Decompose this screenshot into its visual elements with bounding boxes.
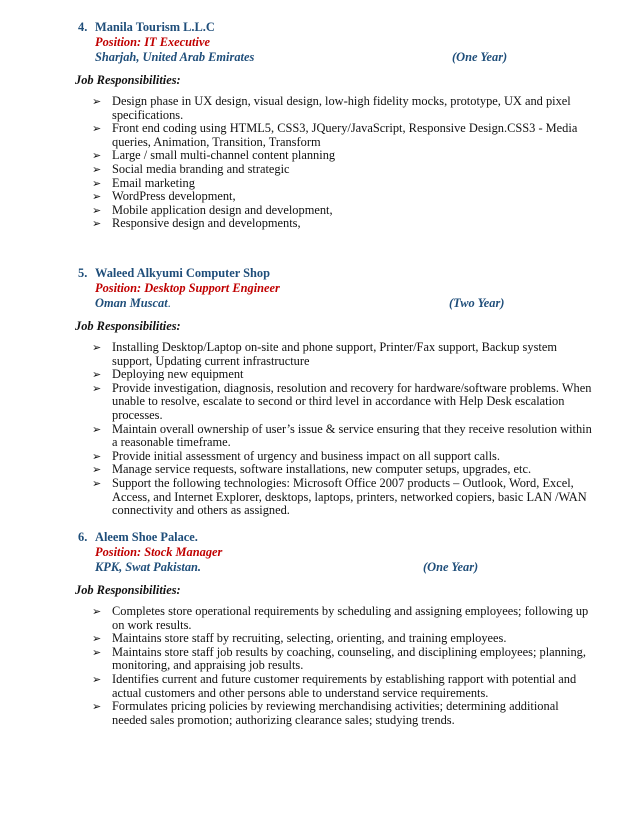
list-item: ➢ Large / small multi-channel content planning: [92, 148, 336, 163]
job-location: Oman Muscat: [95, 296, 168, 310]
job-entry-5: [75, 266, 598, 518]
job-number: 4.: [78, 20, 88, 34]
list-item: ➢ Provide investigation, diagnosis, resolution and recovery for hardware/software problems. When unable to resolve, escalate to second or third level in accordance with Help Desk escalation processes.: [92, 380, 592, 422]
arrow-bullet-icon: ➢: [92, 176, 102, 190]
responsibilities-heading: Job Responsibilities:: [75, 583, 181, 597]
arrow-bullet-icon: ➢: [92, 95, 102, 108]
arrow-bullet-icon: ➢: [92, 449, 102, 463]
arrow-bullet-icon: ➢: [92, 672, 102, 686]
list-item: ➢ WordPress development,: [92, 189, 236, 204]
location-line: [78, 50, 598, 65]
responsibilities-list: [90, 341, 595, 518]
arrow-bullet-icon: ➢: [92, 203, 102, 217]
location-line: [78, 296, 598, 311]
job-entry-4: [75, 20, 598, 231]
list-item: ➢ Maintain overall ownership of user’s issue & service ensuring that they receive resolution within a reasonable timeframe.: [92, 421, 592, 450]
list-item: ➢ Support the following technologies: Microsoft Office 2007 products – Outlook, Word, Excel, Access, and Internet Explorer, desktops, laptops, printers, networked copiers, basic LAN /WAN connectivity and others as assigned.: [92, 475, 587, 518]
location-suffix: .: [167, 296, 171, 310]
arrow-bullet-icon: ➢: [92, 605, 102, 618]
arrow-bullet-icon: ➢: [92, 645, 102, 659]
list-item: ➢ Maintains store staff job results by coaching, counseling, and disciplining employees; planning, monitoring, and appraising job results.: [92, 644, 586, 673]
job-duration: (One Year): [423, 560, 479, 574]
list-item: ➢ Installing Desktop/Laptop on-site and phone support, Printer/Fax support, Backup system support, Updating current infrastructure: [92, 340, 557, 368]
job-entry-6: [75, 530, 598, 727]
arrow-bullet-icon: ➢: [92, 368, 102, 382]
job-duration: (Two Year): [449, 296, 505, 310]
list-item: ➢ Responsive design and developments,: [92, 216, 301, 231]
arrow-bullet-icon: ➢: [92, 476, 102, 490]
job-header: [78, 530, 598, 545]
company-name: Aleem Shoe Palace.: [95, 530, 198, 544]
location-line: [78, 560, 598, 575]
job-header: [78, 20, 598, 35]
arrow-bullet-icon: ➢: [92, 122, 102, 136]
list-item: ➢ Formulates pricing policies by reviewing merchandising activities; determining additional needed sales promotion; authorizing clearance sales; studying trends.: [92, 699, 559, 727]
responsibilities-list: [90, 605, 595, 727]
responsibilities-heading: Job Responsibilities:: [75, 319, 181, 333]
job-location: KPK, Swat Pakistan.: [95, 560, 202, 574]
job-header: [78, 266, 598, 281]
job-number: 5.: [78, 266, 88, 280]
list-item: ➢ Manage service requests, software installations, new computer setups, upgrades, etc.: [92, 462, 532, 477]
arrow-bullet-icon: ➢: [92, 341, 102, 354]
list-item: ➢ Provide initial assessment of urgency and business impact on all support calls.: [92, 448, 500, 463]
arrow-bullet-icon: ➢: [92, 190, 102, 204]
list-item: ➢ Maintains store staff by recruiting, selecting, orienting, and training employees.: [92, 631, 507, 646]
job-number: 6.: [78, 530, 88, 544]
responsibilities-list: [90, 95, 595, 231]
list-item: ➢ Identifies current and future customer requirements by establishing rapport with potential and actual customers and other persons able to understand service requirements.: [92, 671, 577, 700]
list-item: ➢ Email marketing: [92, 175, 195, 190]
arrow-bullet-icon: ➢: [92, 217, 102, 231]
arrow-bullet-icon: ➢: [92, 422, 102, 436]
list-item: ➢ Design phase in UX design, visual design, low-high fidelity mocks, prototype, UX and pixel specifications.: [92, 94, 571, 122]
job-location: Sharjah, United Arab Emirates: [95, 50, 255, 64]
list-item: ➢ Front end coding using HTML5, CSS3, JQuery/JavaScript, Responsive Design.CSS3 - Media queries, Animation, Transition, Transform: [92, 121, 578, 149]
company-name: Waleed Alkyumi Computer Shop: [95, 266, 270, 280]
job-position: Position: Desktop Support Engineer: [95, 281, 280, 295]
job-position: Position: Stock Manager: [95, 545, 223, 559]
list-item: ➢ Social media branding and strategic: [92, 161, 290, 176]
arrow-bullet-icon: ➢: [92, 632, 102, 646]
job-position: Position: IT Executive: [95, 35, 210, 49]
list-item: ➢ Mobile application design and development,: [92, 202, 333, 217]
responsibilities-heading: Job Responsibilities:: [75, 73, 181, 87]
list-item: ➢ Completes store operational requirements by scheduling and assigning employees; following up on work results.: [92, 604, 589, 632]
company-name: Manila Tourism L.L.C: [95, 20, 215, 34]
list-item: ➢ Deploying new equipment: [92, 367, 244, 382]
arrow-bullet-icon: ➢: [92, 463, 102, 477]
arrow-bullet-icon: ➢: [92, 381, 102, 395]
job-duration: (One Year): [452, 50, 508, 64]
arrow-bullet-icon: ➢: [92, 162, 102, 176]
arrow-bullet-icon: ➢: [92, 700, 102, 714]
arrow-bullet-icon: ➢: [92, 149, 102, 163]
